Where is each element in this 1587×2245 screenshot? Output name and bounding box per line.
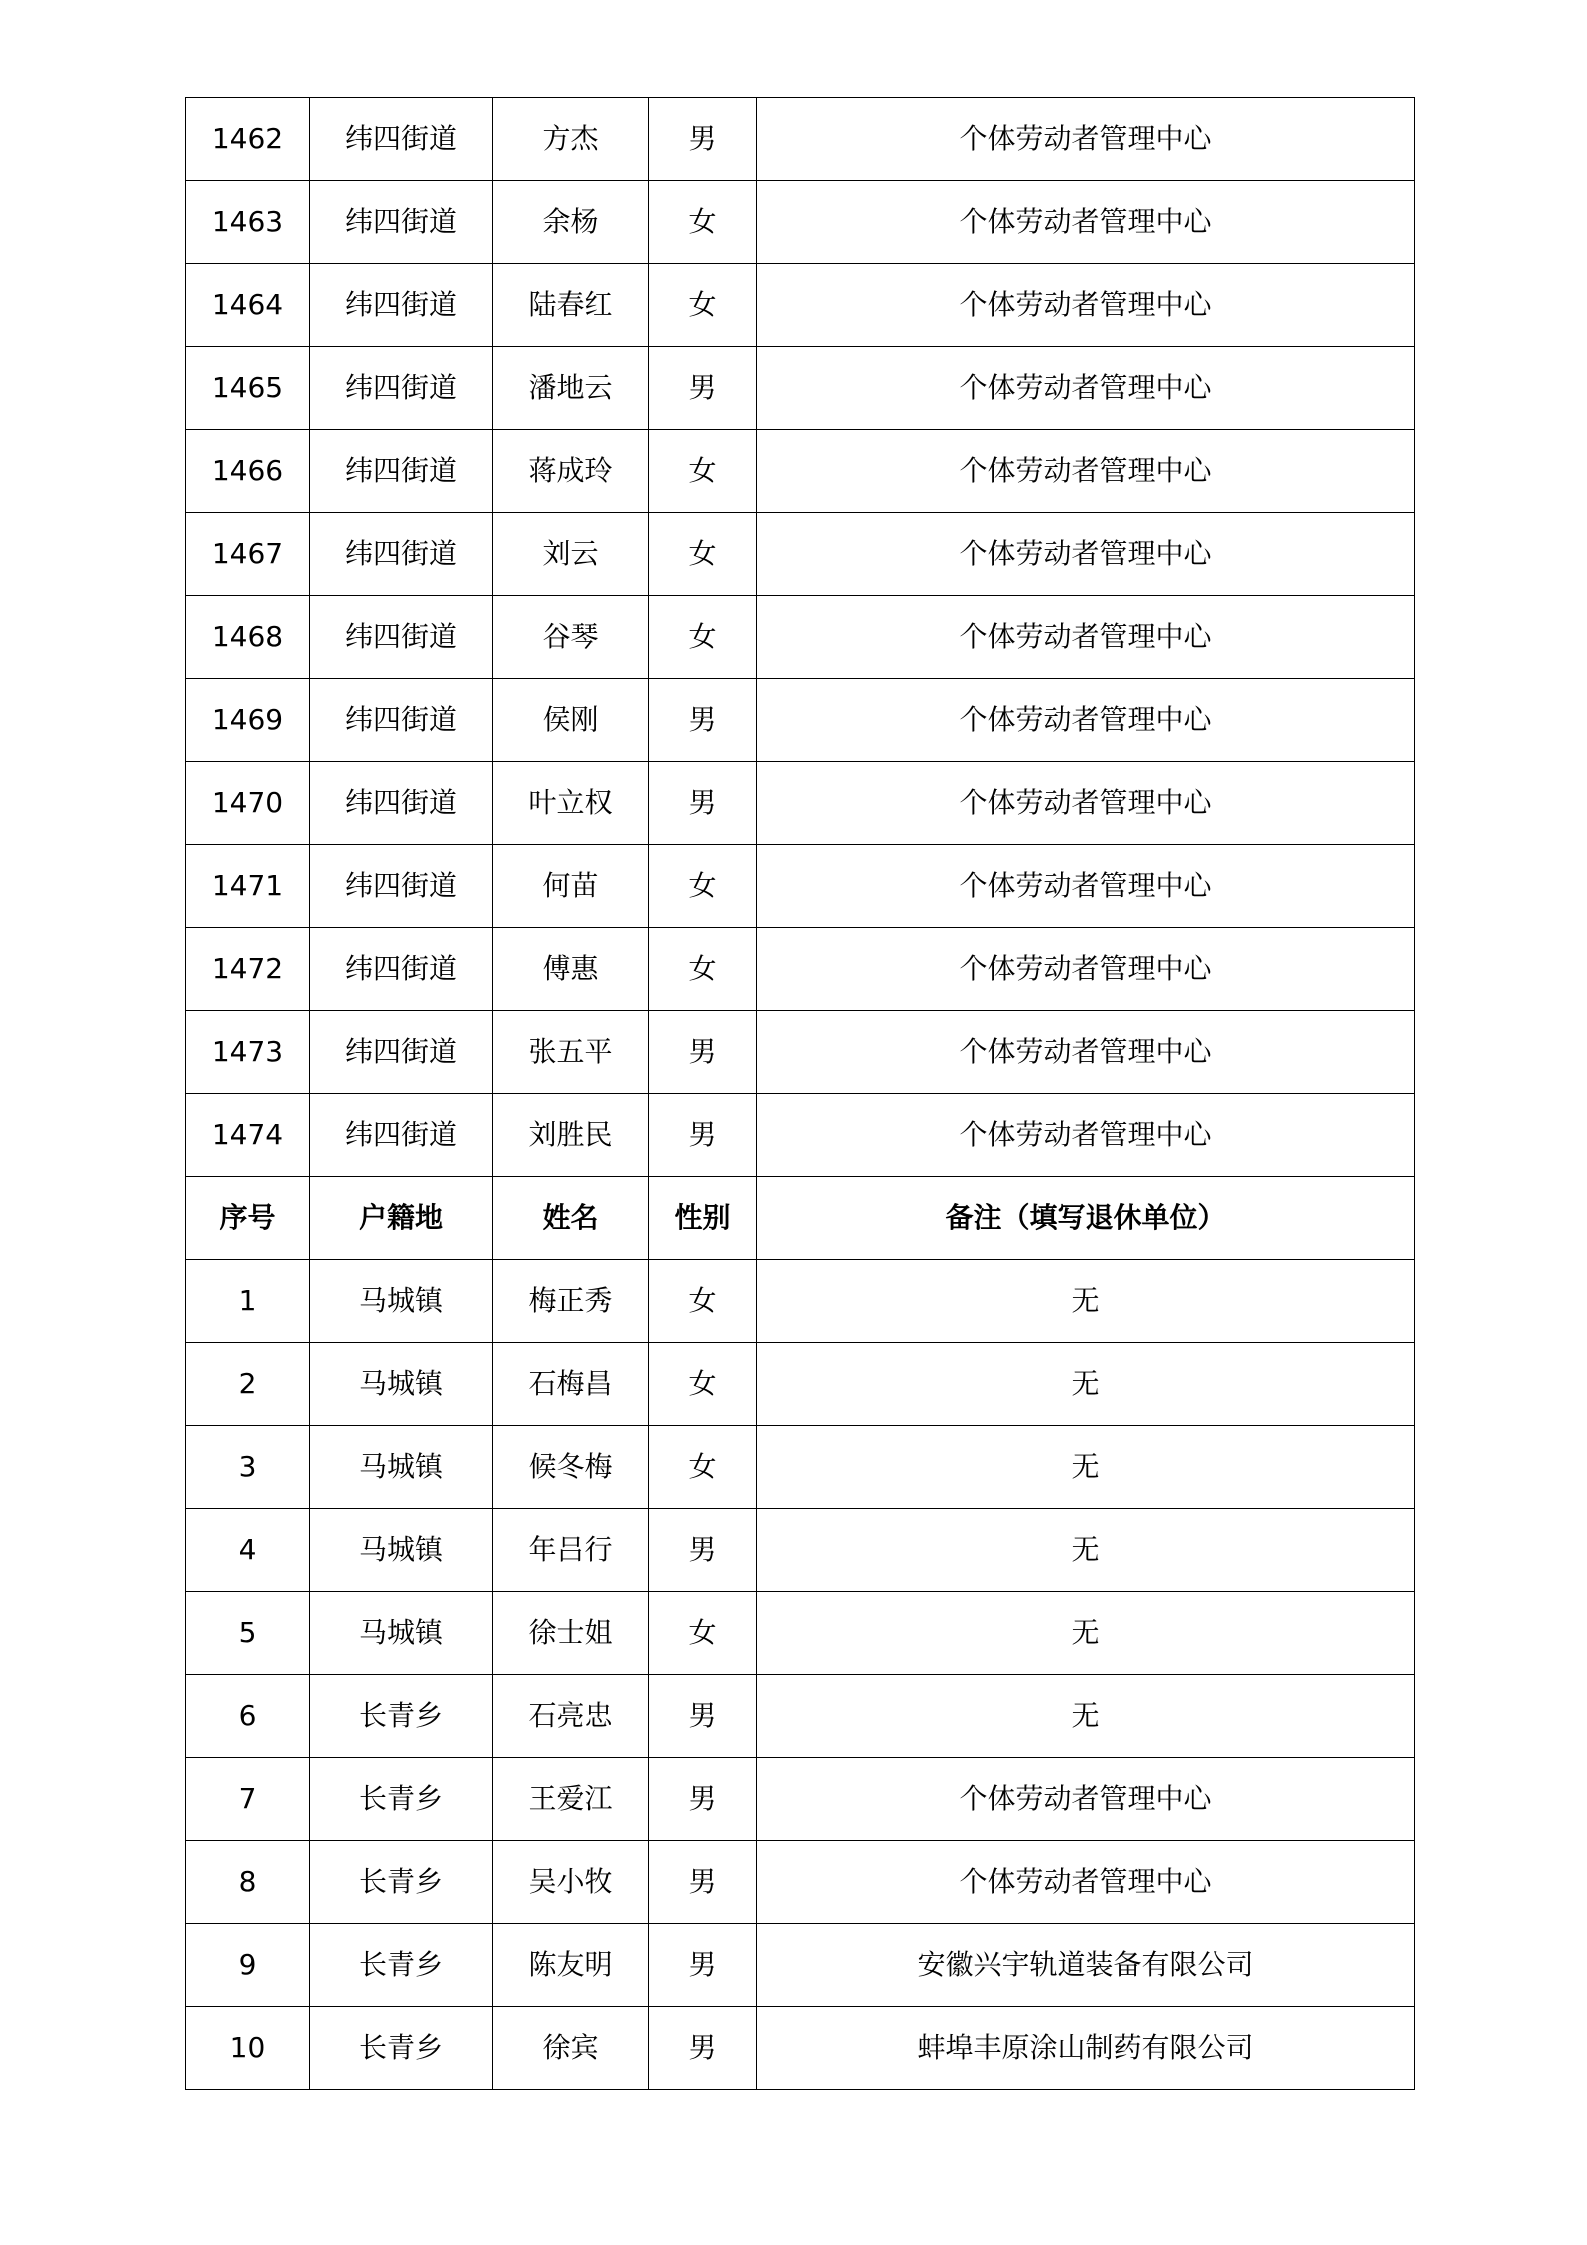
cell-name: 何苗: [493, 845, 649, 928]
header-name: 姓名: [493, 1177, 649, 1260]
retiree-table: [185, 97, 1415, 2090]
cell-no: 1472: [186, 928, 310, 1011]
cell-name: 王爱江: [493, 1758, 649, 1841]
cell-no: 1467: [186, 513, 310, 596]
cell-place: 马城镇: [310, 1592, 493, 1675]
table-row: [186, 762, 1415, 845]
cell-no: 2: [186, 1343, 310, 1426]
table-row: [186, 1260, 1415, 1343]
cell-name: 傅惠: [493, 928, 649, 1011]
cell-gender: 女: [649, 596, 757, 679]
cell-name: 梅正秀: [493, 1260, 649, 1343]
cell-note: 个体劳动者管理中心: [757, 1011, 1415, 1094]
cell-gender: 女: [649, 845, 757, 928]
cell-gender: 女: [649, 1260, 757, 1343]
cell-gender: 男: [649, 1758, 757, 1841]
cell-name: 年吕行: [493, 1509, 649, 1592]
cell-no: 6: [186, 1675, 310, 1758]
cell-name: 潘地云: [493, 347, 649, 430]
cell-note: 个体劳动者管理中心: [757, 596, 1415, 679]
cell-no: 1468: [186, 596, 310, 679]
cell-name: 刘云: [493, 513, 649, 596]
cell-note: 个体劳动者管理中心: [757, 1758, 1415, 1841]
cell-note: 无: [757, 1426, 1415, 1509]
table-row: [186, 928, 1415, 1011]
cell-gender: 男: [649, 1675, 757, 1758]
cell-note: 个体劳动者管理中心: [757, 513, 1415, 596]
cell-note: 个体劳动者管理中心: [757, 1094, 1415, 1177]
cell-place: 纬四街道: [310, 98, 493, 181]
cell-note: 个体劳动者管理中心: [757, 347, 1415, 430]
cell-no: 3: [186, 1426, 310, 1509]
cell-no: 7: [186, 1758, 310, 1841]
cell-note: 个体劳动者管理中心: [757, 1841, 1415, 1924]
cell-name: 谷琴: [493, 596, 649, 679]
cell-name: 徐宾: [493, 2007, 649, 2090]
cell-note: 无: [757, 1343, 1415, 1426]
cell-no: 1471: [186, 845, 310, 928]
cell-name: 石亮忠: [493, 1675, 649, 1758]
cell-place: 纬四街道: [310, 928, 493, 1011]
cell-place: 纬四街道: [310, 181, 493, 264]
table-row: [186, 1924, 1415, 2007]
cell-no: 1469: [186, 679, 310, 762]
cell-name: 方杰: [493, 98, 649, 181]
table-row: [186, 1011, 1415, 1094]
cell-gender: 女: [649, 1343, 757, 1426]
table-row: [186, 264, 1415, 347]
table-row: [186, 98, 1415, 181]
table-row: [186, 1592, 1415, 1675]
cell-name: 陈友明: [493, 1924, 649, 2007]
table-row: [186, 845, 1415, 928]
cell-note: 个体劳动者管理中心: [757, 264, 1415, 347]
cell-place: 马城镇: [310, 1509, 493, 1592]
cell-place: 长青乡: [310, 1675, 493, 1758]
cell-name: 蒋成玲: [493, 430, 649, 513]
cell-gender: 女: [649, 264, 757, 347]
cell-gender: 女: [649, 1426, 757, 1509]
cell-name: 余杨: [493, 181, 649, 264]
cell-place: 马城镇: [310, 1426, 493, 1509]
table-row: [186, 1758, 1415, 1841]
cell-place: 纬四街道: [310, 430, 493, 513]
table-row: [186, 1094, 1415, 1177]
header-gender: 性别: [649, 1177, 757, 1260]
cell-place: 纬四街道: [310, 347, 493, 430]
cell-place: 纬四街道: [310, 1011, 493, 1094]
cell-place: 长青乡: [310, 1841, 493, 1924]
cell-no: 1473: [186, 1011, 310, 1094]
cell-gender: 男: [649, 762, 757, 845]
cell-place: 长青乡: [310, 2007, 493, 2090]
cell-gender: 女: [649, 181, 757, 264]
cell-place: 纬四街道: [310, 845, 493, 928]
cell-no: 1465: [186, 347, 310, 430]
cell-place: 马城镇: [310, 1260, 493, 1343]
cell-name: 叶立权: [493, 762, 649, 845]
table-row: [186, 430, 1415, 513]
cell-note: 安徽兴宇轨道装备有限公司: [757, 1924, 1415, 2007]
cell-note: 个体劳动者管理中心: [757, 98, 1415, 181]
cell-place: 马城镇: [310, 1343, 493, 1426]
cell-name: 石梅昌: [493, 1343, 649, 1426]
cell-no: 1470: [186, 762, 310, 845]
cell-no: 1474: [186, 1094, 310, 1177]
cell-no: 1: [186, 1260, 310, 1343]
cell-gender: 男: [649, 1094, 757, 1177]
table-row: [186, 596, 1415, 679]
cell-note: 个体劳动者管理中心: [757, 679, 1415, 762]
cell-name: 吴小牧: [493, 1841, 649, 1924]
cell-place: 长青乡: [310, 1924, 493, 2007]
cell-note: 个体劳动者管理中心: [757, 181, 1415, 264]
cell-place: 纬四街道: [310, 1094, 493, 1177]
cell-note: 蚌埠丰原涂山制药有限公司: [757, 2007, 1415, 2090]
table-row: [186, 513, 1415, 596]
cell-place: 纬四街道: [310, 264, 493, 347]
cell-no: 1464: [186, 264, 310, 347]
cell-note: 无: [757, 1260, 1415, 1343]
cell-note: 个体劳动者管理中心: [757, 928, 1415, 1011]
table-row: [186, 1675, 1415, 1758]
header-note: 备注（填写退休单位）: [757, 1177, 1415, 1260]
cell-no: 8: [186, 1841, 310, 1924]
cell-gender: 男: [649, 1924, 757, 2007]
cell-name: 刘胜民: [493, 1094, 649, 1177]
table-header-row: [186, 1177, 1415, 1260]
cell-gender: 女: [649, 928, 757, 1011]
cell-name: 张五平: [493, 1011, 649, 1094]
cell-note: 无: [757, 1675, 1415, 1758]
cell-name: 陆春红: [493, 264, 649, 347]
cell-gender: 女: [649, 513, 757, 596]
table-row: [186, 1841, 1415, 1924]
table-row: [186, 679, 1415, 762]
cell-name: 徐士姐: [493, 1592, 649, 1675]
table-row: [186, 347, 1415, 430]
cell-place: 纬四街道: [310, 762, 493, 845]
cell-no: 9: [186, 1924, 310, 2007]
cell-note: 个体劳动者管理中心: [757, 762, 1415, 845]
cell-no: 1463: [186, 181, 310, 264]
cell-gender: 男: [649, 347, 757, 430]
cell-no: 5: [186, 1592, 310, 1675]
cell-note: 无: [757, 1509, 1415, 1592]
cell-no: 10: [186, 2007, 310, 2090]
cell-no: 1466: [186, 430, 310, 513]
table-row: [186, 1343, 1415, 1426]
table-row: [186, 1509, 1415, 1592]
cell-gender: 男: [649, 98, 757, 181]
table-row: [186, 2007, 1415, 2090]
cell-gender: 男: [649, 679, 757, 762]
cell-gender: 男: [649, 1841, 757, 1924]
cell-gender: 男: [649, 1011, 757, 1094]
cell-name: 候冬梅: [493, 1426, 649, 1509]
cell-no: 4: [186, 1509, 310, 1592]
table-row: [186, 181, 1415, 264]
cell-place: 纬四街道: [310, 513, 493, 596]
header-place: 户籍地: [310, 1177, 493, 1260]
table-body: [186, 98, 1415, 2090]
cell-no: 1462: [186, 98, 310, 181]
cell-gender: 女: [649, 430, 757, 513]
cell-place: 纬四街道: [310, 596, 493, 679]
cell-note: 个体劳动者管理中心: [757, 845, 1415, 928]
cell-gender: 男: [649, 1509, 757, 1592]
cell-place: 纬四街道: [310, 679, 493, 762]
header-no: 序号: [186, 1177, 310, 1260]
cell-gender: 女: [649, 1592, 757, 1675]
cell-place: 长青乡: [310, 1758, 493, 1841]
cell-gender: 男: [649, 2007, 757, 2090]
table-row: [186, 1426, 1415, 1509]
cell-note: 个体劳动者管理中心: [757, 430, 1415, 513]
cell-note: 无: [757, 1592, 1415, 1675]
cell-name: 侯刚: [493, 679, 649, 762]
